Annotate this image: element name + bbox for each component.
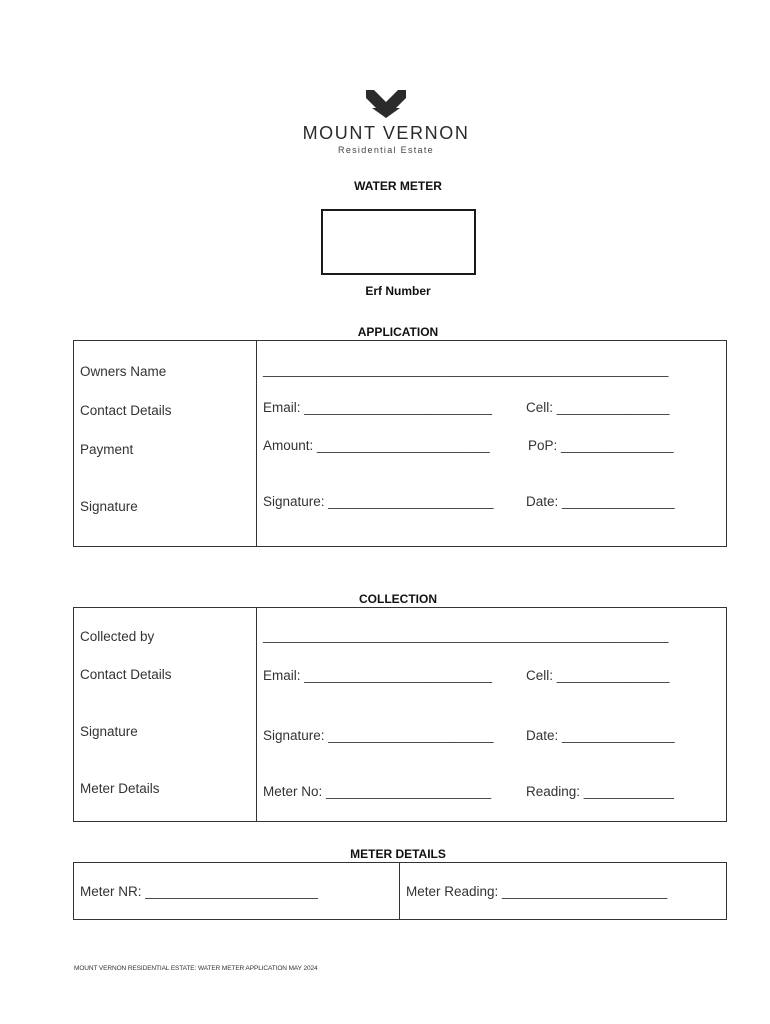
collection-heading: COLLECTION [359, 592, 437, 606]
meter-details-label: Meter Details [80, 781, 160, 796]
meter-nr-field[interactable]: Meter NR: _______________________ [80, 884, 318, 899]
erf-number-input[interactable] [321, 209, 476, 275]
collection-email-field[interactable]: Email: _________________________ [263, 668, 492, 683]
collection-cell-field[interactable]: Cell: _______________ [526, 668, 670, 683]
collection-date-field[interactable]: Date: _______________ [526, 728, 675, 743]
collection-contact-details-label: Contact Details [80, 667, 172, 682]
owners-name-label: Owners Name [80, 364, 167, 379]
signature-label: Signature [80, 499, 138, 514]
footer-text: MOUNT VERNON RESIDENTIAL ESTATE: WATER METER APPLICATION MAY 2024 [74, 965, 318, 972]
brand-tagline: Residential Estate [338, 145, 434, 155]
reading-field[interactable]: Reading: ____________ [526, 784, 674, 799]
signature-field[interactable]: Signature: ______________________ [263, 494, 494, 509]
application-heading: APPLICATION [357, 325, 439, 339]
meter-details-heading: METER DETAILS [350, 847, 446, 861]
email-field[interactable]: Email: _________________________ [263, 400, 492, 415]
pop-field[interactable]: PoP: _______________ [528, 438, 674, 453]
date-field[interactable]: Date: _______________ [526, 494, 675, 509]
erf-number-label: Erf Number [365, 284, 431, 298]
amount-field[interactable]: Amount: _______________________ [263, 438, 490, 453]
meter-no-field[interactable]: Meter No: ______________________ [263, 784, 492, 799]
owners-name-field[interactable]: ______________________________________________________ [263, 362, 669, 377]
mount-vernon-logo-icon [366, 88, 406, 118]
collected-by-field[interactable]: ______________________________________________________ [263, 628, 669, 643]
cell-field[interactable]: Cell: _______________ [526, 400, 670, 415]
application-table-divider [256, 340, 257, 547]
collection-table-divider [256, 607, 257, 822]
form-title: WATER METER [354, 179, 442, 193]
collection-signature-label: Signature [80, 724, 138, 739]
meter-details-divider [399, 862, 400, 920]
contact-details-label: Contact Details [80, 403, 172, 418]
collection-signature-field[interactable]: Signature: ______________________ [263, 728, 494, 743]
collected-by-label: Collected by [80, 629, 155, 644]
meter-reading-field[interactable]: Meter Reading: ______________________ [406, 884, 668, 899]
brand-name: MOUNT VERNON [302, 123, 470, 143]
payment-label: Payment [80, 442, 134, 457]
